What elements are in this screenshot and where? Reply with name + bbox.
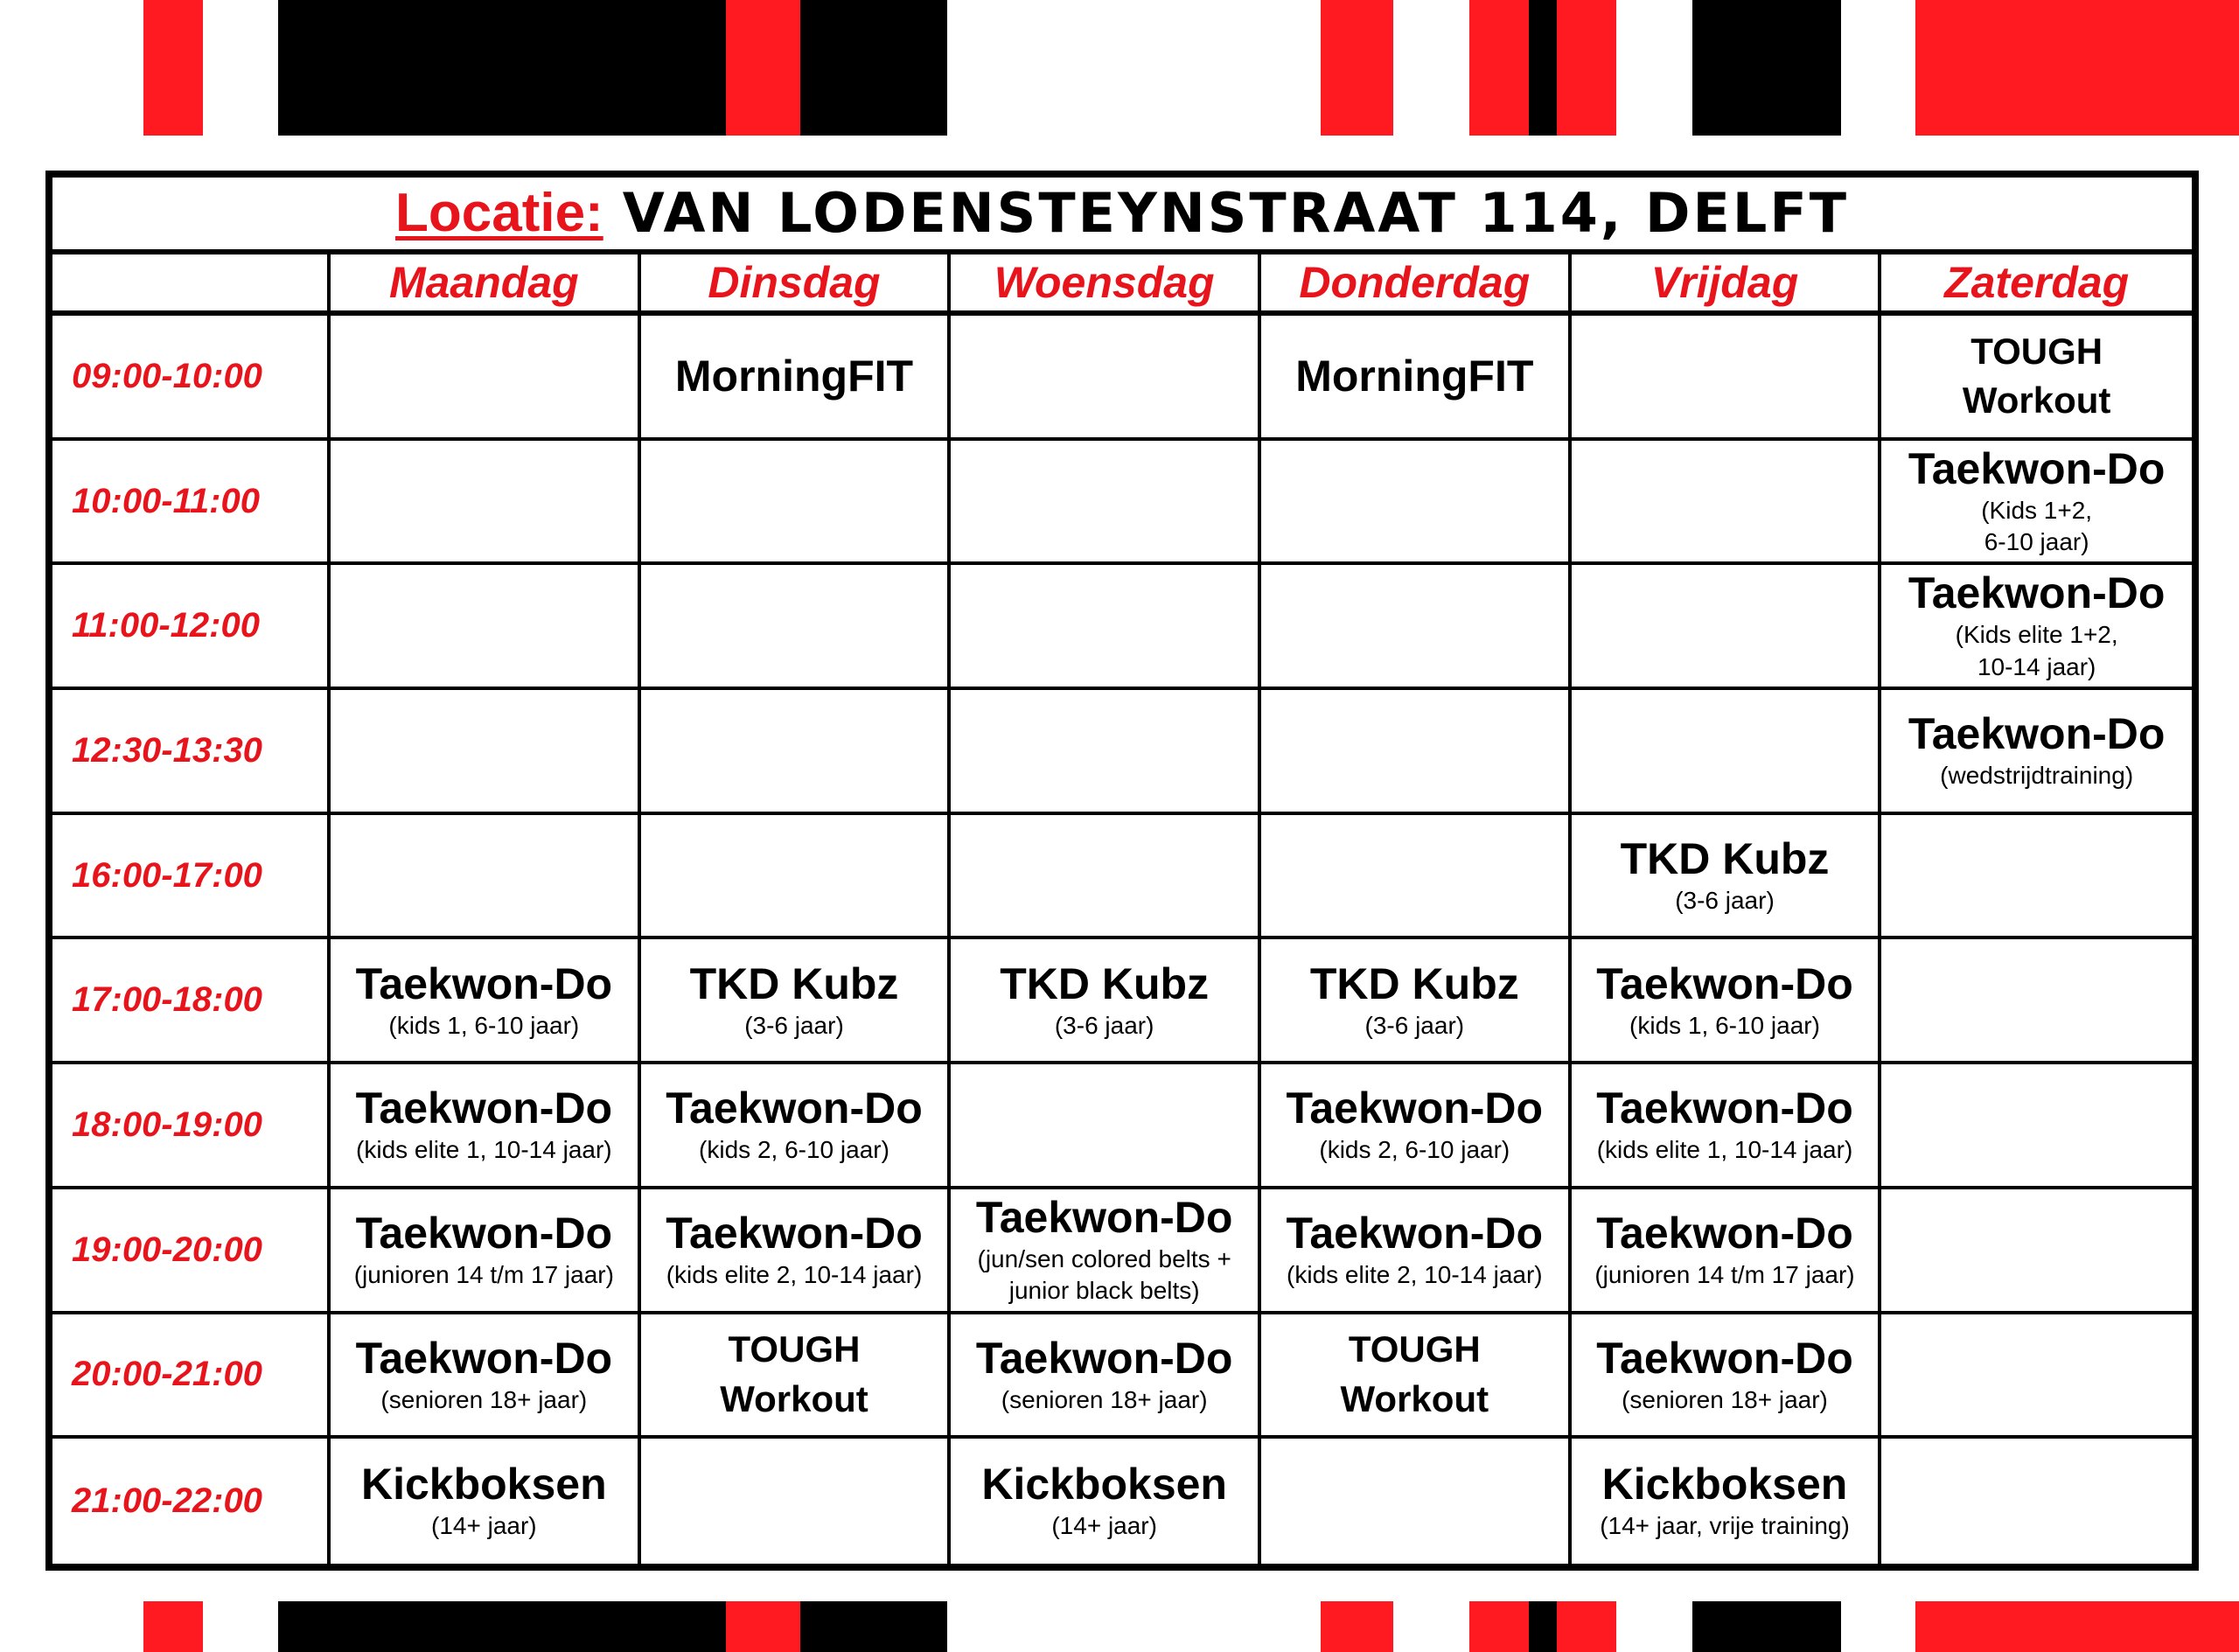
schedule-table: [45, 171, 2199, 1571]
class-cell: [641, 1064, 952, 1189]
day-header-woensdag: Woensdag: [951, 254, 1261, 316]
class-name: Taekwon-Do: [355, 1209, 613, 1258]
empty-cell: [1881, 815, 2192, 940]
class-cell: [1261, 1314, 1572, 1439]
time-slot: 11:00-12:00: [52, 565, 331, 690]
class-name: Taekwon-Do: [975, 1333, 1233, 1383]
time-slot: 10:00-11:00: [52, 441, 331, 566]
class-name: TKD Kubz: [1620, 833, 1830, 883]
empty-cell: [1572, 565, 1882, 690]
class-detail: (3-6 jaar): [744, 1011, 844, 1039]
deco-stripe: [278, 0, 726, 136]
empty-cell: [951, 690, 1261, 815]
deco-stripe: [1915, 1601, 2239, 1652]
empty-cell: [641, 815, 952, 940]
class-cell: [641, 316, 952, 441]
class-name: Taekwon-Do: [975, 1192, 1233, 1242]
class-detail: (junioren 14 t/m 17 jaar): [353, 1261, 614, 1289]
class-detail: (3-6 jaar): [1675, 886, 1775, 914]
class-detail: (kids 2, 6-10 jaar): [1319, 1136, 1510, 1164]
day-header-donderdag: Donderdag: [1261, 254, 1572, 316]
deco-stripe: [726, 0, 800, 136]
empty-cell: [641, 441, 952, 566]
empty-cell: [641, 565, 952, 690]
class-cell: [641, 1189, 952, 1314]
class-name: Taekwon-Do: [355, 1084, 613, 1133]
class-detail: (kids elite 2, 10-14 jaar): [666, 1261, 923, 1289]
class-cell: [1881, 565, 2192, 690]
class-name: TOUGH Workout: [720, 1328, 868, 1419]
class-name: Taekwon-Do: [355, 1333, 613, 1383]
empty-cell: [331, 316, 641, 441]
class-detail: (kids 1, 6-10 jaar): [388, 1011, 580, 1039]
empty-cell: [1261, 690, 1572, 815]
location-title: [52, 178, 2192, 254]
class-cell: [331, 1189, 641, 1314]
class-detail: (kids 2, 6-10 jaar): [699, 1136, 889, 1164]
class-name: Taekwon-Do: [1908, 709, 2166, 759]
time-slot: 09:00-10:00: [52, 316, 331, 441]
class-cell: [1261, 1064, 1572, 1189]
deco-stripe: [1692, 0, 1841, 136]
class-name: Taekwon-Do: [1596, 958, 1853, 1008]
empty-cell: [1261, 441, 1572, 566]
day-header-maandag: Maandag: [331, 254, 641, 316]
time-slot: 20:00-21:00: [52, 1314, 331, 1439]
class-detail: (14+ jaar): [1051, 1512, 1157, 1540]
deco-stripe: [278, 1601, 726, 1652]
deco-stripe: [1529, 1601, 1557, 1652]
deco-stripe: [1692, 1601, 1841, 1652]
empty-cell: [1881, 1314, 2192, 1439]
class-cell: [1261, 939, 1572, 1064]
class-detail: (Kids elite 1+2, 10-14 jaar): [1955, 621, 2118, 680]
class-name: Kickboksen: [981, 1460, 1227, 1509]
deco-stripe: [143, 0, 203, 136]
class-cell: [1572, 1439, 1882, 1564]
class-name: Taekwon-Do: [1596, 1209, 1853, 1258]
deco-stripe: [1529, 0, 1557, 136]
class-cell: [331, 939, 641, 1064]
deco-stripe: [1321, 1601, 1393, 1652]
class-cell: [641, 1314, 952, 1439]
class-detail: (3-6 jaar): [1364, 1011, 1465, 1039]
class-cell: [1261, 316, 1572, 441]
class-cell: [1881, 690, 2192, 815]
time-slot: 17:00-18:00: [52, 939, 331, 1064]
class-cell: [331, 1064, 641, 1189]
deco-stripe: [800, 0, 947, 136]
class-cell: [951, 1314, 1261, 1439]
time-slot: 12:30-13:30: [52, 690, 331, 815]
class-detail: (senioren 18+ jaar): [380, 1385, 588, 1413]
time-slot: 18:00-19:00: [52, 1064, 331, 1189]
class-cell: [951, 939, 1261, 1064]
deco-stripe: [1557, 0, 1616, 136]
empty-cell: [331, 815, 641, 940]
empty-cell: [951, 565, 1261, 690]
empty-cell: [331, 565, 641, 690]
class-name: TKD Kubz: [1000, 958, 1210, 1008]
deco-stripe: [1557, 1601, 1616, 1652]
class-detail: (kids elite 1, 10-14 jaar): [1596, 1136, 1853, 1164]
empty-cell: [951, 316, 1261, 441]
empty-cell: [1261, 565, 1572, 690]
class-cell: [1572, 1064, 1882, 1189]
deco-stripe: [800, 1601, 947, 1652]
empty-cell: [1572, 316, 1882, 441]
empty-cell: [951, 1064, 1261, 1189]
empty-cell: [1261, 815, 1572, 940]
class-cell: [1261, 1189, 1572, 1314]
deco-stripe: [143, 1601, 203, 1652]
header-corner: [52, 254, 331, 316]
class-name: TOUGH Workout: [1340, 1328, 1489, 1419]
deco-stripe: [726, 1601, 800, 1652]
day-header-dinsdag: Dinsdag: [641, 254, 952, 316]
empty-cell: [951, 815, 1261, 940]
empty-cell: [1572, 690, 1882, 815]
class-name: Kickboksen: [1601, 1460, 1848, 1509]
class-detail: (14+ jaar): [431, 1512, 537, 1540]
class-detail: (senioren 18+ jaar): [1622, 1385, 1828, 1413]
class-name: Taekwon-Do: [1596, 1333, 1853, 1383]
class-detail: (jun/sen colored belts + junior black belts): [977, 1244, 1231, 1305]
class-cell: [641, 939, 952, 1064]
class-cell: [331, 1314, 641, 1439]
class-cell: [1881, 316, 2192, 441]
empty-cell: [1881, 1439, 2192, 1564]
class-name: TKD Kubz: [689, 958, 899, 1008]
class-name: Taekwon-Do: [1908, 568, 2166, 618]
empty-cell: [1261, 1439, 1572, 1564]
empty-cell: [331, 690, 641, 815]
time-slot: 21:00-22:00: [52, 1439, 331, 1564]
day-header-vrijdag: Vrijdag: [1572, 254, 1882, 316]
class-detail: (Kids 1+2, 6-10 jaar): [1981, 496, 2093, 556]
class-cell: [1572, 1314, 1882, 1439]
class-cell: [331, 1439, 641, 1564]
empty-cell: [1572, 441, 1882, 566]
class-name: Taekwon-Do: [355, 958, 613, 1008]
empty-cell: [1881, 1064, 2192, 1189]
class-name: MorningFIT: [674, 352, 914, 401]
empty-cell: [641, 690, 952, 815]
empty-cell: [951, 441, 1261, 566]
class-name: Taekwon-Do: [666, 1084, 923, 1133]
class-name: Taekwon-Do: [1596, 1084, 1853, 1133]
class-detail: (kids elite 2, 10-14 jaar): [1287, 1261, 1543, 1289]
empty-cell: [1881, 939, 2192, 1064]
empty-cell: [331, 441, 641, 566]
class-detail: (3-6 jaar): [1054, 1011, 1154, 1039]
class-cell: [1572, 939, 1882, 1064]
deco-stripe: [1469, 0, 1529, 136]
class-detail: (senioren 18+ jaar): [1001, 1385, 1208, 1413]
class-name: Taekwon-Do: [1286, 1084, 1544, 1133]
class-name: Taekwon-Do: [666, 1209, 923, 1258]
class-name: Kickboksen: [360, 1460, 607, 1509]
location-label: Locatie:: [395, 183, 603, 243]
class-cell: [1572, 815, 1882, 940]
class-name: Taekwon-Do: [1286, 1209, 1544, 1258]
day-header-zaterdag: Zaterdag: [1881, 254, 2192, 316]
class-detail: (junioren 14 t/m 17 jaar): [1594, 1261, 1855, 1289]
class-cell: [951, 1189, 1261, 1314]
empty-cell: [641, 1439, 952, 1564]
empty-cell: [1881, 1189, 2192, 1314]
class-detail: (kids 1, 6-10 jaar): [1629, 1011, 1820, 1039]
deco-stripe: [1915, 0, 2239, 136]
time-slot: 16:00-17:00: [52, 815, 331, 940]
deco-stripe: [1321, 0, 1393, 136]
time-slot: 19:00-20:00: [52, 1189, 331, 1314]
deco-stripe: [1469, 1601, 1529, 1652]
class-cell: [1572, 1189, 1882, 1314]
class-name: MorningFIT: [1295, 352, 1534, 401]
class-name: TKD Kubz: [1309, 958, 1519, 1008]
location-address: VAN LODENSTEYNSTRAAT 114, DELFT: [622, 181, 1849, 245]
class-name: TOUGH Workout: [1962, 330, 2111, 422]
class-cell: [1881, 441, 2192, 566]
class-cell: [951, 1439, 1261, 1564]
class-detail: (kids elite 1, 10-14 jaar): [356, 1136, 612, 1164]
class-detail: (14+ jaar, vrije training): [1600, 1512, 1850, 1540]
class-detail: (wedstrijdtraining): [1940, 762, 2134, 790]
class-name: Taekwon-Do: [1908, 443, 2166, 493]
